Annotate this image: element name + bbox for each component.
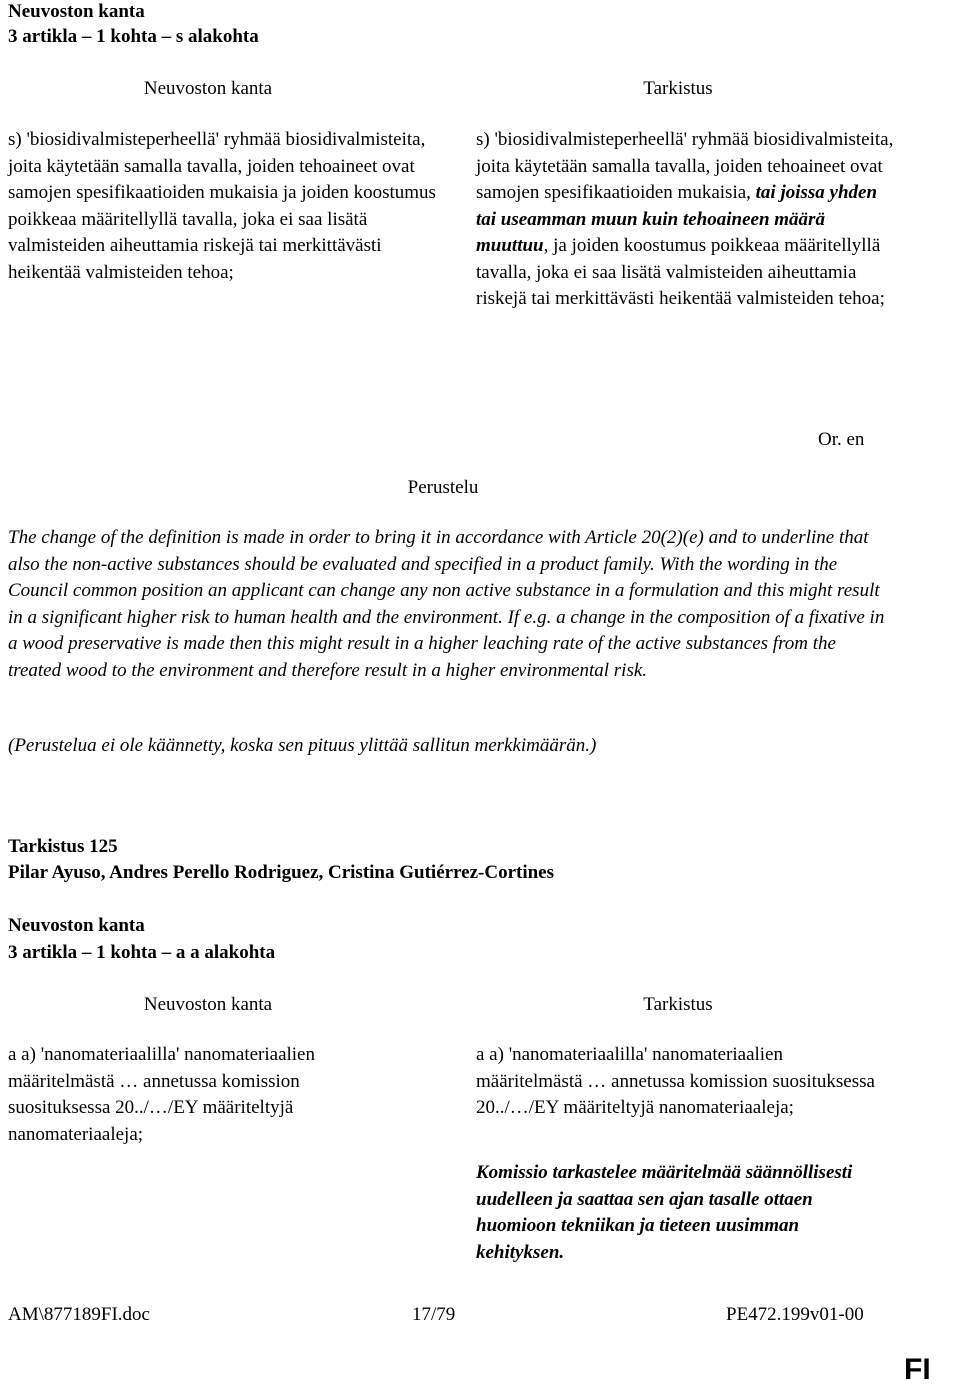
amendment-text-part-2: , ja joiden koostumus poikkeaa määritellyllä tavalla, joka ei saa lisätä valmisteiden aiheuttamia riskejä tai merkittävästi heikentää valmisteiden tehoa; [476, 235, 885, 309]
section-heading: Neuvoston kanta [8, 1, 145, 22]
amendment-right-column-header: Tarkistus [643, 994, 713, 1015]
footer-pe-ref: PE472.199v01-00 [726, 1304, 864, 1325]
amendment-proposed-text: a a) 'nanomateriaalilla' nanomateriaalien määritelmästä … annetussa komission suosituksessa 20../…/EY määriteltyjä nanomateriaaleja; [476, 1044, 875, 1118]
amendment-section-heading: Neuvoston kanta [8, 915, 145, 936]
amendment-text [476, 127, 896, 313]
footer-page-number: 17/79 [412, 1304, 456, 1325]
section-subheading: 3 artikla – 1 kohta – s alakohta [8, 26, 259, 47]
council-position-text: s) 'biosidivalmisteperheellä' ryhmää biosidivalmisteita, joita käytetään samalla tavalla, joiden tehoaineet ovat samojen spesifikaatioiden mukaisia ja joiden koostumus poikkeaa määritellyllä tavalla, joka ei saa lisätä valmisteiden aiheuttamia riskejä tai merkittävästi heikentää valmisteiden tehoa; [8, 129, 436, 283]
justification-text: The change of the definition is made in order to bring it in accordance with Article 20(2)(e) and to underline that also the non-active substances should be evaluated and specified in a product family. With the wording in the Council common position an applicant can change any non active substance in a formulation and this might result in a significant higher risk to human health and the environment. If e.g. a change in the composition of a fixative in a wood preservative is made then this might result in a higher leaching rate of the active substances from the treated wood to the environment and therefore result in a higher environmental risk. [8, 527, 885, 681]
amendment-council-text: a a) 'nanomateriaalilla' nanomateriaalien määritelmästä … annetussa komission suosituksessa 20../…/EY määriteltyjä nanomateriaaleja; [8, 1044, 315, 1145]
amendment-text-part-1: s) 'biosidivalmisteperheellä' ryhmää biosidivalmisteita, joita käytetään samalla tavalla, joiden tehoaineet ovat samojen spesifikaatioiden mukaisia, [476, 129, 894, 203]
justification-header: Perustelu [407, 477, 479, 498]
language-mark: FI [904, 1353, 931, 1386]
amendment-proposed-added-text: Komissio tarkastelee määritelmää säännöllisesti uudelleen ja saattaa sen ajan tasalle ottaen huomioon tekniikan ja tieteen uusimman kehityksen. [476, 1162, 853, 1263]
right-column-header: Tarkistus [643, 78, 713, 99]
amendment-left-column-header: Neuvoston kanta [143, 994, 273, 1015]
amendment-section-subheading: 3 artikla – 1 kohta – a a alakohta [8, 942, 276, 963]
amendment-text-added: tai joissa yhden tai useamman muun kuin tehoaineen määrä muuttuu [476, 182, 878, 256]
justification-note: (Perustelua ei ole käännetty, koska sen pituus ylittää sallitun merkkimäärän.) [8, 735, 597, 756]
left-column-header: Neuvoston kanta [143, 78, 273, 99]
original-language: Or. en [818, 429, 865, 450]
amendment-authors: Pilar Ayuso, Andres Perello Rodriguez, Cristina Gutiérrez-Cortines [8, 862, 555, 883]
footer-doc-ref: AM\877189FI.doc [8, 1304, 150, 1325]
amendment-number: Tarkistus 125 [8, 836, 118, 857]
